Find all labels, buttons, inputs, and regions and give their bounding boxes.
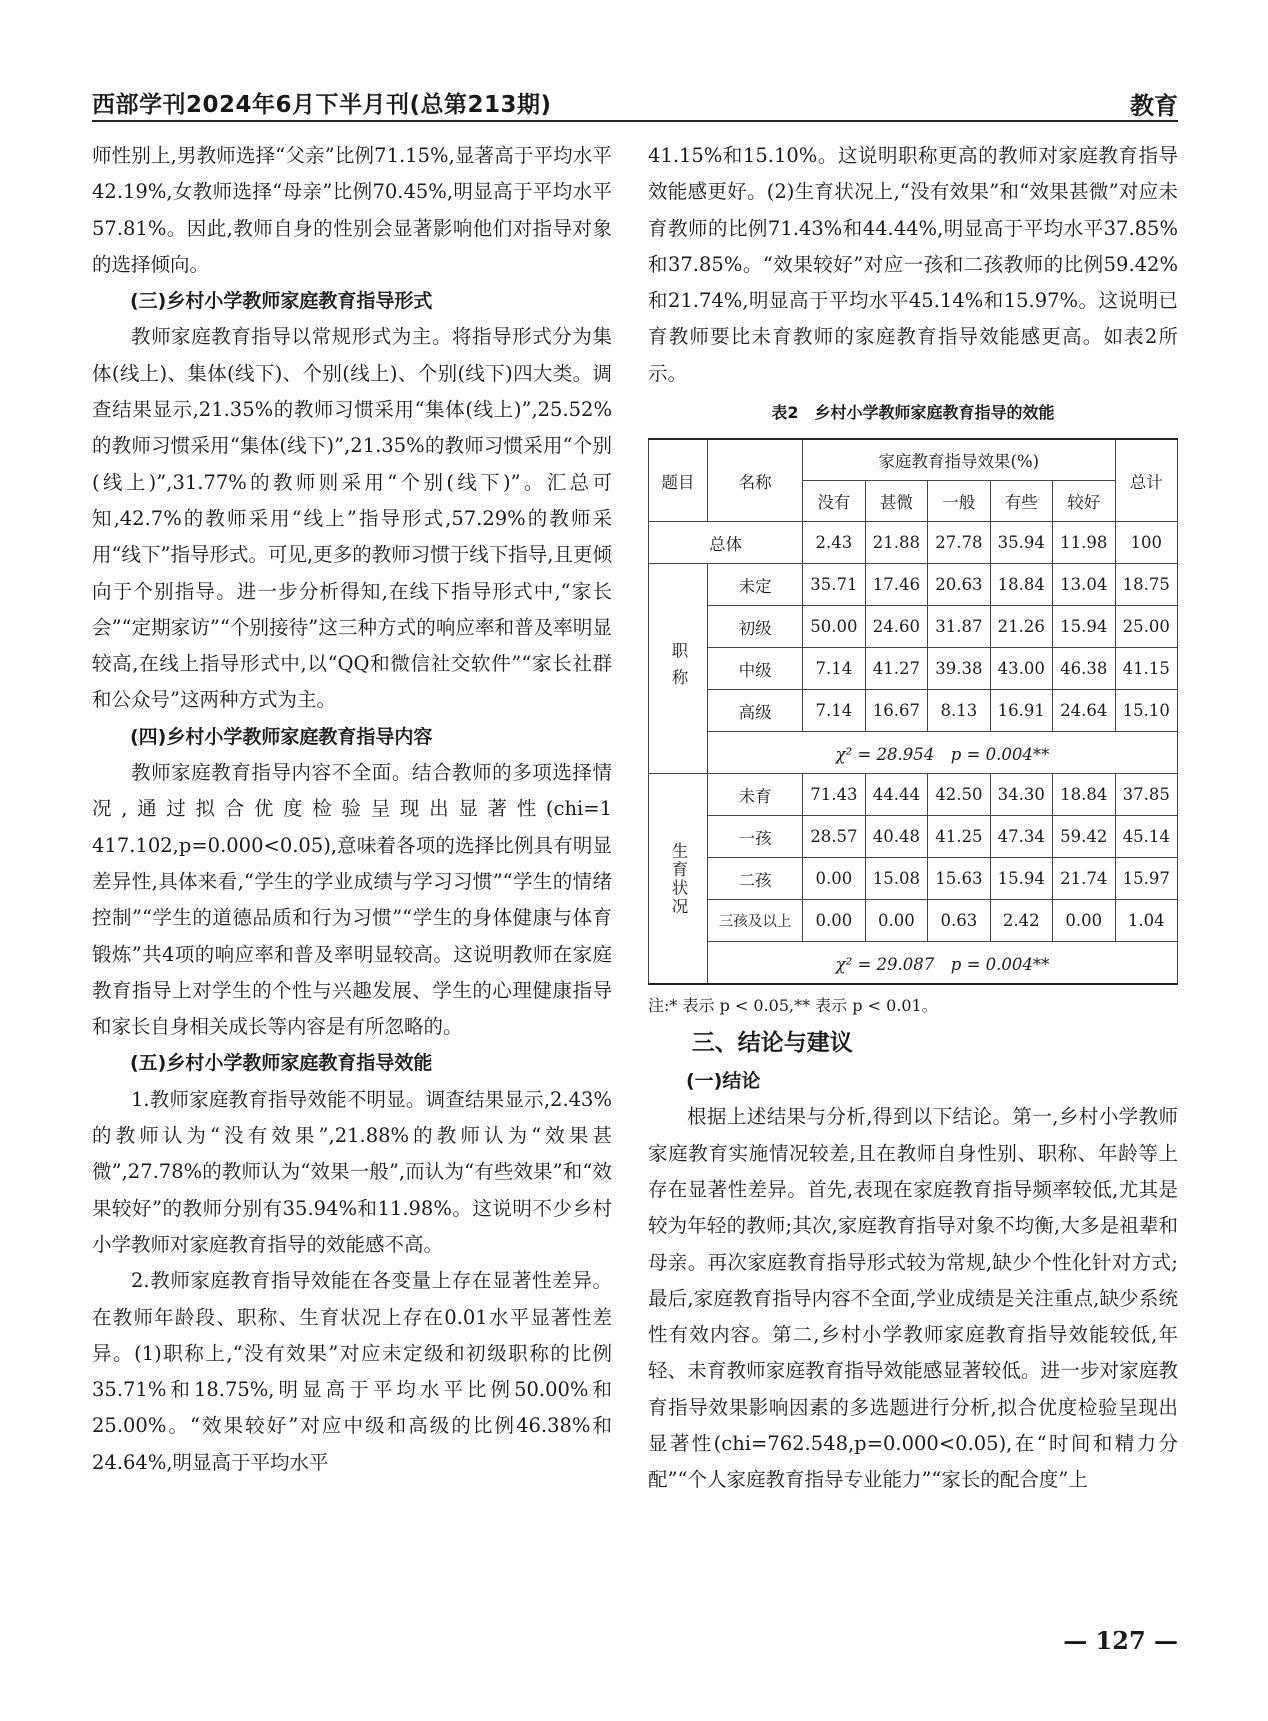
table-note: 注:* 表示 p < 0.05,** 表示 p < 0.01。 [648,996,938,1016]
header-effect-level: 有些 [990,481,1052,522]
table-cell: 16.91 [990,690,1052,732]
table-cell: 18.84 [1053,774,1115,816]
table-row [649,942,1178,985]
table-cell: 24.60 [865,606,927,648]
table-cell: 44.44 [865,774,927,816]
table-cell: 50.00 [803,606,865,648]
table-cell: 15.08 [865,858,927,900]
table-cell: 0.00 [803,858,865,900]
table-cell: 100 [1115,522,1178,564]
table-row [649,858,1178,900]
table-cell: 7.14 [803,690,865,732]
row-label: 高级 [708,690,803,732]
paragraph: 2.教师家庭教育指导效能在各变量上存在显著性差异。在教师年龄段、职称、生育状况上存在0.01水平显著性差异。(1)职称上,“没有效果”对应未定级和初级职称的比例35.71%和18.75%,明显高于平均水平比例50.00%和25.00%。“效果较好”对应中级和高级的比例46.38%和24.64%,明显高于平均水平 [92,1269,612,1474]
table-cell: 71.43 [803,774,865,816]
subsection-heading: (一)结论 [686,1070,761,1093]
table-caption: 表2 乡村小学教师家庭教育指导的效能 [771,403,1055,423]
table-row [649,732,1178,774]
table-cell: 11.98 [1053,522,1115,564]
table-cell: 15.97 [1115,858,1178,900]
table-cell: 20.63 [928,564,990,606]
table-cell: 43.00 [990,648,1052,690]
paragraph: 41.15%和15.10%。这说明职称更高的教师对家庭教育指导效能感更好。(2)生育状况上,“没有效果”和“效果甚微”对应未育教师的比例71.43%和44.44%,明显高于平均水平37.85%和37.85%。“效果较好”对应一孩和二孩教师的比例59.42%和21.74%,明显高于平均水平45.14%和15.97%。这说明已育教师要比未育教师的家庭教育指导效能感更高。如表2所示。 [648,144,1178,385]
paragraph: 师性别上,男教师选择“父亲”比例71.15%,显著高于平均水平42.19%,女教师选择“母亲”比例70.45%,明显高于平均水平57.81%。因此,教师自身的性别会显著影响他们对指导对象的选择倾向。 [92,144,612,276]
table-cell: 45.14 [1115,816,1178,858]
row-label: 二孩 [708,858,803,900]
chi-square-stat: χ² = 28.954 p = 0.004** [708,732,1178,774]
table-row [649,774,1178,816]
header-effect-level: 较好 [1053,481,1115,522]
table-cell: 37.85 [1115,774,1178,816]
table-cell: 0.00 [803,900,865,942]
table-cell: 41.27 [865,648,927,690]
table-row [649,606,1178,648]
table-cell: 1.04 [1115,900,1178,942]
table-cell: 17.46 [865,564,927,606]
table-cell: 0.00 [865,900,927,942]
chi-square-stat: χ² = 29.087 p = 0.004** [708,942,1178,985]
group-label: 生育状况 [649,774,708,985]
row-label: 中级 [708,648,803,690]
row-label: 初级 [708,606,803,648]
table-cell: 25.00 [1115,606,1178,648]
table-row [649,564,1178,606]
table-cell: 34.30 [990,774,1052,816]
table-row [649,522,1178,564]
table-cell: 13.04 [1053,564,1115,606]
paragraph: 教师家庭教育指导内容不全面。结合教师的多项选择情况,通过拟合优度检验呈现出显著性(chi=1 417.102,p=0.000<0.05),意味着各项的选择比例具有明显差异性,具体来看,“学生的学业成绩与学习习惯”“学生的情绪控制”“学生的道德品质和行为习惯”“学生的身体健康与体育锻炼”共4项的响应率和普及率明显较高。这说明教师在家庭教育指导上对学生的个性与兴趣发展、学生的心理健康指导和家长自身相关成长等内容是有所忽略的。 [92,761,612,1039]
table-cell: 35.71 [803,564,865,606]
paragraph: 根据上述结果与分析,得到以下结论。第一,乡村小学教师家庭教育实施情况较差,且在教师自身性别、职称、年龄等上存在显著性差异。首先,表现在家庭教育指导频率较低,尤其是较为年轻的教师;其次,家庭教育指导对象不均衡,大多是祖辈和母亲。再次家庭教育指导形式较为常规,缺少个性化针对方式;最后,家庭教育指导内容不全面,学业成绩是关注重点,缺少系统性有效内容。第二,乡村小学教师家庭教育指导效能较低,年轻、未育教师家庭教育指导效能感显著较低。进一步对家庭教育指导效果影响因素的多选题进行分析,拟合优度检验呈现出显著性(chi=762.548,p=0.000<0.05),在“时间和精力分配”“个人家庭教育指导专业能力”“家长的配合度”上 [648,1105,1178,1492]
table-cell: 21.26 [990,606,1052,648]
header-name: 名称 [708,439,803,522]
subsection-heading: (五)乡村小学教师家庭教育指导效能 [130,1052,433,1075]
table-cell: 31.87 [928,606,990,648]
page-header [92,86,1178,122]
table-cell: 18.75 [1115,564,1178,606]
table-cell: 15.94 [990,858,1052,900]
section-label: 教育 [1130,92,1178,120]
table-cell: 18.84 [990,564,1052,606]
table-cell: 47.34 [990,816,1052,858]
table-cell: 28.57 [803,816,865,858]
paragraph: 1.教师家庭教育指导效能不明显。调查结果显示,2.43%的教师认为“没有效果”,21.88%的教师认为“效果甚微”,27.78%的教师认为“效果一般”,而认为“有些效果”和“效果较好”的教师分别有35.94%和11.98%。这说明不少乡村小学教师对家庭教育指导的效能感不高。 [92,1087,612,1256]
table-row [649,690,1178,732]
table-cell: 16.67 [865,690,927,732]
table-cell: 59.42 [1053,816,1115,858]
group-label: 职称 [649,564,708,774]
table-cell: 40.48 [865,816,927,858]
row-label: 一孩 [708,816,803,858]
row-label: 未定 [708,564,803,606]
table-cell: 7.14 [803,648,865,690]
table-cell: 2.42 [990,900,1052,942]
journal-masthead: 西部学刊2024年6月下半月刊(总第213期) [92,92,552,118]
left-column [92,138,612,1481]
table-cell: 0.63 [928,900,990,942]
table-cell: 24.64 [1053,690,1115,732]
table-cell: 15.10 [1115,690,1178,732]
table-row [649,900,1178,942]
table-cell: 41.15 [1115,648,1178,690]
table-cell: 27.78 [928,522,990,564]
table-cell: 46.38 [1053,648,1115,690]
header-effect: 家庭教育指导效果(%) [803,439,1115,481]
table-cell: 41.25 [928,816,990,858]
header-effect-level: 没有 [803,481,865,522]
header-effect-level: 甚微 [865,481,927,522]
table-cell: 35.94 [990,522,1052,564]
table-cell: 8.13 [928,690,990,732]
table-cell: 21.88 [865,522,927,564]
header-total: 总计 [1115,439,1178,522]
section-heading: 三、结论与建议 [691,1030,853,1057]
row-label: 三孩及以上 [708,900,803,942]
table-cell: 39.38 [928,648,990,690]
row-label: 总体 [649,522,803,564]
table-cell: 21.74 [1053,858,1115,900]
subsection-heading: (三)乡村小学教师家庭教育指导形式 [130,290,433,313]
row-label: 未育 [708,774,803,816]
right-column [648,138,1178,1499]
page-number: — 127 — [1063,1626,1178,1655]
table-cell: 2.43 [803,522,865,564]
table-row [649,648,1178,690]
table-cell: 0.00 [1053,900,1115,942]
table-row [649,816,1178,858]
table-cell: 15.94 [1053,606,1115,648]
table-cell: 15.63 [928,858,990,900]
efficacy-table [648,438,1178,985]
paragraph: 教师家庭教育指导以常规形式为主。将指导形式分为集体(线上)、集体(线下)、个别(线上)、个别(线下)四大类。调查结果显示,21.35%的教师习惯采用“集体(线上)”,25.52%的教师习惯采用“集体(线下)”,21.35%的教师习惯采用“个别(线上)”,31.77%的教师则采用“个别(线下)”。汇总可知,42.7%的教师采用“线上”指导形式,57.29%的教师采用“线下”指导形式。可见,更多的教师习惯于线下指导,且更倾向于个别指导。进一步分析得知,在线下指导形式中,“家长会”“定期家访”“个别接待”这三种方式的响应率和普及率明显较高,在线上指导形式中,以“QQ和微信社交软件”“家长社群和公众号”这两种方式为主。 [92,325,612,712]
header-effect-level: 一般 [928,481,990,522]
table-cell: 42.50 [928,774,990,816]
subsection-heading: (四)乡村小学教师家庭教育指导内容 [130,725,433,748]
header-topic: 题目 [649,439,708,522]
